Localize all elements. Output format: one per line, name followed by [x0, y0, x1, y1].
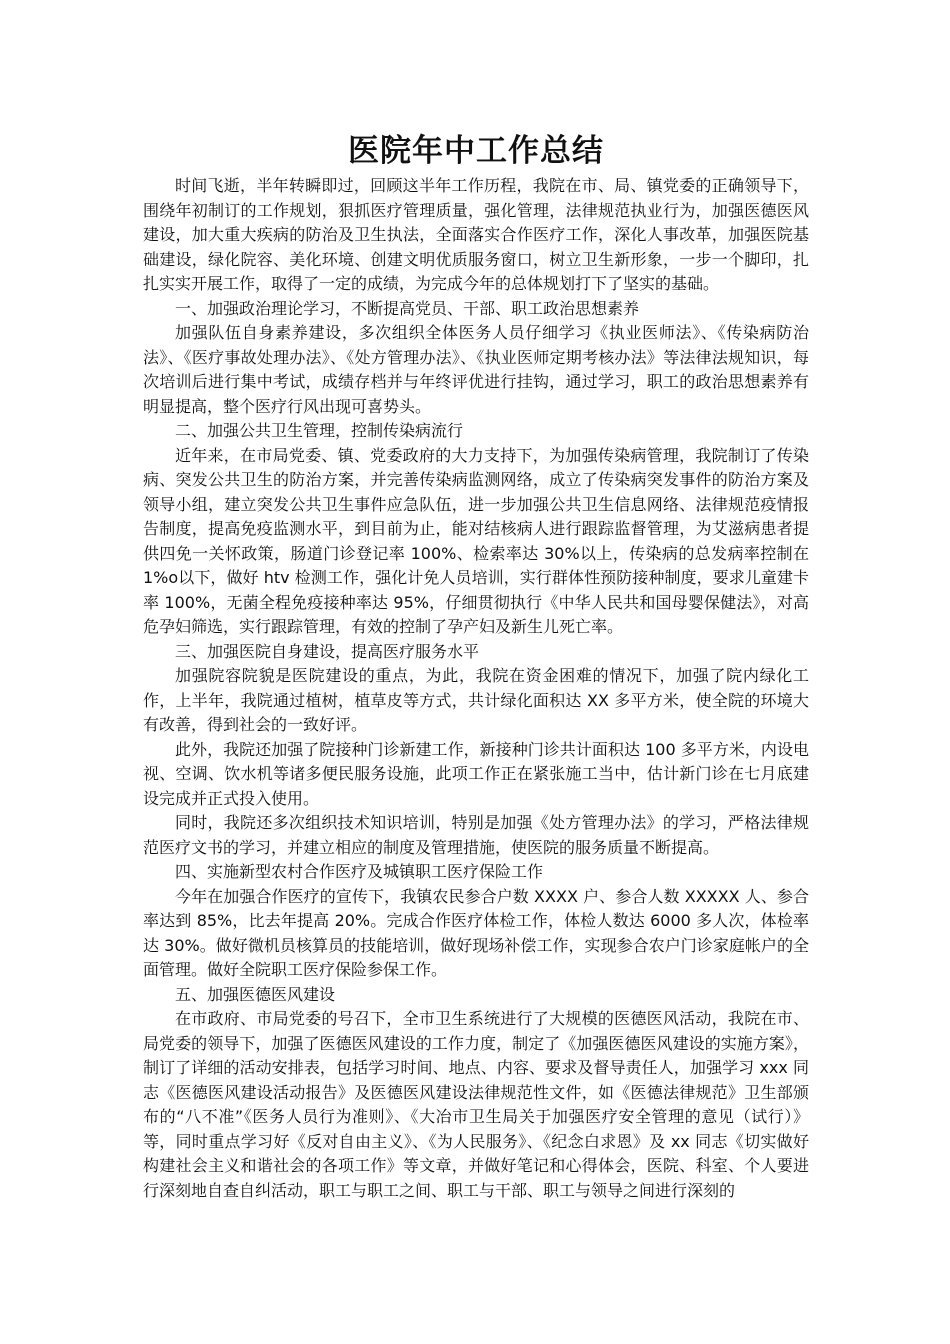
document-title: 医院年中工作总结 — [348, 133, 604, 169]
paragraph-section-4: 今年在加强合作医疗的宣传下，我镇农民参合户数 XXXX 户、参合人数 XXXXX 人、参合率达到 85%，比去年提高 20%。完成合作医疗体检工作，体检人数达 6000 多人次，体检率达 30%。做好微机员核算员的技能培训，做好现场补偿工作，实现参合农户门诊家庭帐户的全面管理。做好全院职工医疗保险参保工作。 — [143, 886, 809, 979]
paragraph-intro: 时间飞逝，半年转瞬即过，回顾这半年工作历程，我院在市、局、镇党委的正确领导下，围绕年初制订的工作规划，狠抓医疗管理质量，强化管理，法律规范执业行为，加强医德医风建设，加大重大疾病的防治及卫生执法，全面落实合作医疗工作，深化人事改革，加强医院基础建设，绿化院容、美化环境、创建文明优质服务窗口，树立卫生新形象，一步一个脚印，扎扎实实开展工作，取得了一定的成绩，为完成今年的总体规划打下了坚实的基础。 — [143, 176, 809, 293]
paragraph-section-3b: 此外，我院还加强了院接种门诊新建工作，新接种门诊共计面积达 100 多平方米，内设电视、空调、饮水机等诸多便民服务设施，此项工作正在紧张施工当中，估计新门诊在七月底建设完成并正式投入使用。 — [143, 739, 809, 808]
paragraph-section-1: 加强队伍自身素养建设，多次组织全体医务人员仔细学习《执业医师法》、《传染病防治法》、《医疗事故处理办法》、《处方管理办法》、《执业医师定期考核办法》等法律法规知识，每次培训后进行集中考试，成绩存档并与年终评优进行挂钩，通过学习，职工的政治思想素养有明显提高，整个医疗行风出现可喜势头。 — [143, 323, 809, 416]
document-page — [143, 128, 809, 1203]
paragraph-section-5: 在市政府、市局党委的号召下，全市卫生系统进行了大规模的医德医风活动，我院在市、局党委的领导下，加强了医德医风建设的工作力度，制定了《加强医德医风建设的实施方案》，制订了详细的活动安排表，包括学习时间、地点、内容、要求及督导责任人，加强学习 xxx 同志《医德医风建设活动报告》及医德医风建设法律规范性文件，如《医德法律规范》卫生部颁布的“八不准”《医务人员行为准则》、《大冶市卫生局关于加强医疗安全管理的意见（试行）》等，同时重点学习好《反对自由主义》、《为人民服务》、《纪念白求恩》及 xx 同志《切实做好构建社会主义和谐社会的各项工作》等文章，并做好笔记和心得体会，医院、科室、个人要进行深刻地自查自纠活动，职工与职工之间、职工与干部、职工与领导之间进行深刻的 — [143, 1009, 809, 1200]
section-heading-3: 三、加强医院自身建设，提高医疗服务水平 — [175, 641, 480, 661]
section-heading-1: 一、加强政治理论学习，不断提高党员、干部、职工政治思想素养 — [175, 298, 640, 318]
section-heading-4: 四、实施新型农村合作医疗及城镇职工医疗保险工作 — [175, 862, 544, 881]
section-heading-5: 五、加强医德医风建设 — [175, 984, 336, 1004]
paragraph-section-3a: 加强院容院貌是医院建设的重点，为此，我院在资金困难的情况下，加强了院内绿化工作，上半年，我院通过植树，植草皮等方式，共计绿化面积达 XX 多平方米，使全院的环境大有改善，得到社会的一致好评。 — [143, 666, 809, 734]
paragraph-section-3c: 同时，我院还多次组织技术知识培训，特别是加强《处方管理办法》的学习，严格法律规范医疗文书的学习，并建立相应的制度及管理措施，使医院的服务质量不断提高。 — [143, 813, 809, 857]
paragraph-section-2: 近年来，在市局党委、镇、党委政府的大力支持下，为加强传染病管理，我院制订了传染病、突发公共卫生的防治方案，并完善传染病监测网络，成立了传染病突发事件的防治方案及领导小组，建立突发公共卫生事件应急队伍，进一步加强公共卫生信息网络、法律规范疫情报告制度，提高免疫监测水平，到目前为止，能对结核病人进行跟踪监督管理，为艾滋病患者提供四免一关怀政策，肠道门诊登记率 100%、检索率达 30%以上，传染病的总发病率控制在 1%o以下，做好 htv 检测工作，强化计免人员培训，实行群体性预防接种制度，要求儿童建卡率 100%，无菌全程免疫接种率达 95%，仔细贯彻执行《中华人民共和国母婴保健法》，对高危孕妇筛选，实行跟踪管理，有效的控制了孕产妇及新生儿死亡率。 — [143, 445, 809, 636]
section-heading-2: 二、加强公共卫生管理，控制传染病流行 — [175, 421, 464, 440]
document-body — [143, 174, 809, 1203]
